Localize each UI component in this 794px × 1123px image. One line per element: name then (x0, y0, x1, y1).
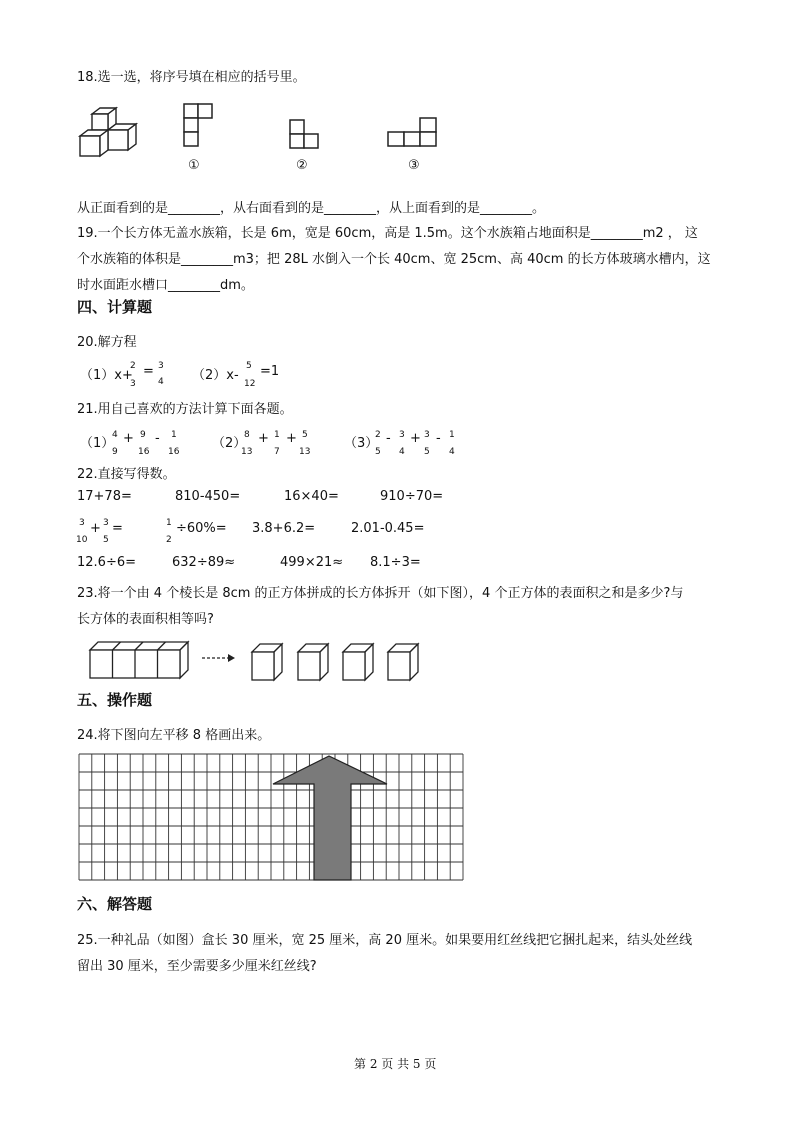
q19-line-1: 19.一个长方体无盖水族箱，长是 6m，宽是 60cm，高是 1.5m。这个水族箱占地面积是________m2 ， 这 (77, 226, 698, 241)
q18-view-1 (182, 102, 222, 152)
q25-line-2: 留出 30 厘米，至少需要多少厘米红丝线? (77, 959, 317, 974)
q21-p3-den-1: 5 (375, 447, 381, 457)
q21-p1-op-1: + (123, 431, 134, 446)
q20-eq2-label: （2）x- (192, 368, 239, 383)
q18-label-1: ① (188, 158, 200, 173)
q21-p3-op-3: - (436, 431, 441, 446)
q22-r3-2: 632÷89≈ (172, 555, 236, 570)
q21-p2-den-1: 13 (241, 447, 253, 457)
q22-r2b-num: 1 (166, 518, 172, 528)
q21-p2-num-2: 1 (274, 430, 280, 440)
q18-view-3 (382, 116, 442, 152)
q21-p2-op-1: + (258, 431, 269, 446)
section-6-heading: 六、解答题 (77, 895, 153, 913)
q23-line-2: 长方体的表面积相等吗? (77, 612, 214, 627)
q22-r2-den-1: 10 (76, 535, 88, 545)
q21-p2-label: （2） (212, 436, 247, 451)
q18-title: 18.选一选，将序号填在相应的括号里。 (77, 70, 306, 85)
q22-r1-4: 910÷70= (380, 489, 444, 504)
q23-line-1: 23.将一个由 4 个棱长是 8cm 的正方体拼成的长方体拆开（如下图），4 个正方体的表面积之和是多少?与 (77, 586, 684, 601)
q21-p1-label: （1） (80, 436, 115, 451)
q21-p3-den-2: 4 (399, 447, 405, 457)
q21-p1-op-2: - (155, 431, 160, 446)
q22-r1-1: 17+78= (77, 489, 132, 504)
q24-arrow-shape (273, 756, 387, 880)
q18-answer-line: 从正面看到的是________，从右面看到的是________，从上面看到的是________。 (77, 201, 546, 216)
q18-label-3: ③ (408, 158, 420, 173)
q20-eq2-tail: =1 (260, 364, 280, 379)
q22-r2-num-1: 3 (79, 518, 85, 528)
q21-p1-num-2: 9 (140, 430, 146, 440)
q22-r3-1: 12.6÷6= (77, 555, 137, 570)
q21-p2-op-2: + (286, 431, 297, 446)
q24-title: 24.将下图向左平移 8 格画出来。 (77, 728, 271, 743)
q18-view-2 (288, 118, 328, 152)
q21-p3-num-4: 1 (449, 430, 455, 440)
q22-r2b-tail: ÷60%= (176, 521, 227, 536)
q21-p2-den-2: 7 (274, 447, 280, 457)
section-5-heading: 五、操作题 (77, 691, 153, 709)
q20-eq1-label: （1）x+ (80, 368, 133, 383)
q21-p1-den-3: 16 (168, 447, 180, 457)
q21-p1-num-1: 4 (112, 430, 118, 440)
q23-cube-1 (250, 642, 286, 682)
q21-p3-op-2: + (410, 431, 421, 446)
q21-p3-den-3: 5 (424, 447, 430, 457)
q21-p3-num-2: 3 (399, 430, 405, 440)
q19-line-3: 时水面距水槽口________dm。 (77, 278, 254, 293)
q22-r1-3: 16×40= (284, 489, 339, 504)
q22-r3-4: 8.1÷3= (370, 555, 421, 570)
q21-p2-num-1: 8 (244, 430, 250, 440)
q23-arrow (200, 652, 236, 664)
q20-eq1-num2: 3 (158, 361, 164, 371)
section-4-heading: 四、计算题 (77, 298, 153, 316)
q18-cube-stack-figure (78, 104, 142, 162)
q21-p3-op-1: - (386, 431, 391, 446)
q20-eq1-den2: 4 (158, 377, 164, 387)
q20-eq2-den: 12 (244, 379, 256, 389)
q20-title: 20.解方程 (77, 335, 137, 350)
q22-r2-num-2: 3 (103, 518, 109, 528)
q23-cuboid-figure (88, 640, 192, 680)
q20-eq2-num: 5 (246, 361, 252, 371)
q21-p1-den-1: 9 (112, 447, 118, 457)
q22-r2-4: 2.01-0.45= (351, 521, 425, 536)
q22-r1-2: 810-450= (175, 489, 241, 504)
q21-p3-num-1: 2 (375, 430, 381, 440)
q21-p2-num-3: 5 (302, 430, 308, 440)
q22-r2-eq: = (112, 521, 123, 536)
q25-line-1: 25.一种礼品（如图）盒长 30 厘米，宽 25 厘米，高 20 厘米。如果要用红丝线把它捆扎起来，结头处丝线 (77, 933, 693, 948)
q21-p1-num-3: 1 (171, 430, 177, 440)
q23-cube-4 (386, 642, 422, 682)
q22-r2b-den: 2 (166, 535, 172, 545)
q22-title: 22.直接写得数。 (77, 467, 176, 482)
q21-p2-den-3: 13 (299, 447, 311, 457)
q20-eq1-eq: = (143, 364, 154, 379)
q21-p3-num-3: 3 (424, 430, 430, 440)
q21-p3-label: （3） (344, 436, 379, 451)
q21-p3-den-4: 4 (449, 447, 455, 457)
page-footer: 第 2 页 共 5 页 (354, 1057, 437, 1071)
q23-cube-3 (341, 642, 377, 682)
q22-r2-den-2: 5 (103, 535, 109, 545)
q23-cube-2 (296, 642, 332, 682)
q22-r2-op: + (90, 521, 101, 536)
q20-eq1-num1: 2 (130, 361, 136, 371)
q22-r2-3: 3.8+6.2= (252, 521, 316, 536)
q24-grid-figure (77, 752, 467, 884)
q24-grid-lines (79, 754, 463, 880)
q20-eq1-den1: 3 (130, 379, 136, 389)
q22-r3-3: 499×21≈ (280, 555, 344, 570)
q19-line-2: 个水族箱的体积是________m3；把 28L 水倒入一个长 40cm、宽 25cm、高 40cm 的长方体玻璃水槽内，这 (77, 252, 711, 267)
q21-p1-den-2: 16 (138, 447, 150, 457)
q21-title: 21.用自己喜欢的方法计算下面各题。 (77, 402, 293, 417)
q18-label-2: ② (296, 158, 308, 173)
